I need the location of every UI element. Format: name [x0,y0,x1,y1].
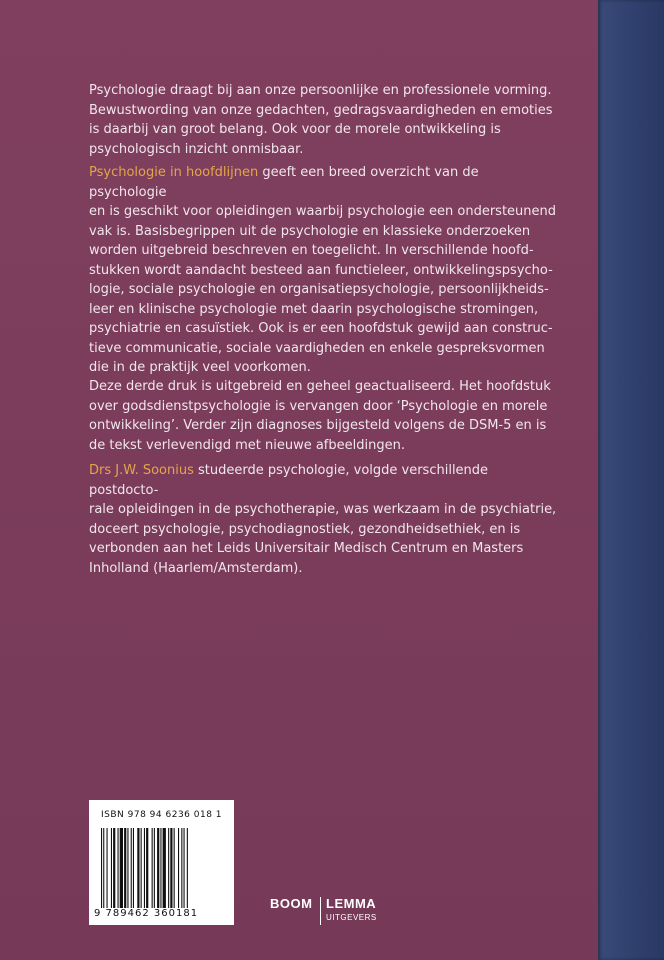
barcode-icon [101,828,222,908]
author-line: rale opleidingen in de psychotherapie, was werkzaam in de psychiatrie, [89,502,557,517]
description-line: geeft een breed overzicht van de psychologie [89,165,479,200]
author-first-line [89,461,559,500]
edition-line: ontwikkeling’. Verder zijn diagnoses bijgesteld volgens de DSM-5 en is [89,418,547,433]
book-spine [598,0,664,960]
intro-paragraph [89,81,559,159]
publisher-name-left: BOOM [270,896,313,911]
barcode-label [89,800,234,925]
author-line: studeerde psychologie, volgde verschillende postdocto- [89,463,489,498]
intro-line: Bewustwording van onze gedachten, gedragsvaardigheden en emoties [89,102,553,118]
description-line: worden uitgebreid beschreven en toegelicht. In verschillende hoofd- [89,243,534,258]
description-line: die in de praktijk veel voorkomen. [89,360,311,375]
publisher-name-right: LEMMA [326,896,377,911]
author-line: Inholland (Haarlem/Amsterdam). [89,560,303,576]
intro-line: Psychologie draagt bij aan onze persoonlijke en professionele vorming. [89,83,552,98]
intro-line: is daarbij van groot belang. Ook voor de morele ontwikkeling is [89,122,501,137]
edition-line: over godsdienstpsychologie is vervangen door ‘Psychologie en morele [89,398,548,414]
description-line: logie, sociale psychologie en organisatiepsychologie, persoonlijkheids- [89,282,549,297]
book-title: Psychologie in hoofdlijnen [89,165,259,180]
author-paragraph [89,461,559,578]
edition-line: de tekst verlevendigd met nieuwe afbeeldingen. [89,437,405,453]
edition-line: Deze derde druk is uitgebreid en geheel geactualiseerd. Het hoofdstuk [89,379,551,394]
isbn-number: ISBN 978 94 6236 018 1 [101,810,223,820]
author-line: verbonden aan het Leids Universitair Medisch Centrum en Masters [89,541,524,556]
description-paragraph [89,163,559,378]
publisher-divider [320,897,321,925]
description-line: psychiatrie en casuïstiek. Ook is er een hoofdstuk gewijd aan construc- [89,321,553,336]
description-line: leer en klinische psychologie met daarin psychologische stromingen, [89,301,539,317]
description-line: stukken wordt aandacht besteed aan functieleer, ontwikkelingspsycho- [89,262,553,278]
description-line: vak is. Basisbegrippen uit de psychologie en klassieke onderzoeken [89,223,531,239]
ean-digits: 9 789462 360181 [94,908,199,919]
author-name: Drs J.W. Soonius [89,463,194,478]
edition-paragraph [89,377,559,455]
description-line: en is geschikt voor opleidingen waarbij psychologie een ondersteunend [89,204,557,219]
intro-line: psychologisch inzicht onmisbaar. [89,141,304,157]
description-first-line [89,163,559,202]
publisher-subtitle: UITGEVERS [326,913,377,922]
author-line: doceert psychologie, psychodiagnostiek, gezondheidsethiek, en is [89,521,521,537]
description-line: tieve communicatie, sociale vaardigheden en enkele gespreksvormen [89,340,545,356]
